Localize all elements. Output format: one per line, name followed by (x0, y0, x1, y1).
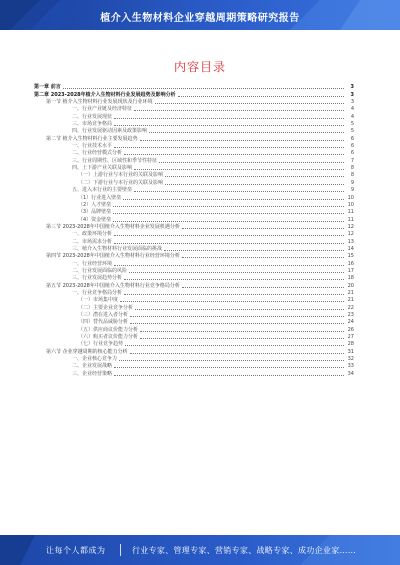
toc-entry-title: 第一节 植介入生物材料行业发展现状及行业环境 (46, 99, 153, 106)
toc-entry-page: 17 (347, 267, 354, 274)
toc-entry-title: 二、行业发展现状 (72, 113, 113, 120)
toc-entry-page: 21 (347, 297, 354, 304)
toc-entry[interactable] (34, 128, 354, 135)
toc-entry[interactable] (34, 216, 354, 223)
toc-entry[interactable] (34, 326, 354, 333)
toc-entry[interactable] (34, 143, 354, 150)
toc-entry[interactable] (34, 297, 354, 304)
toc-entry-title: （二）主要企业竞争分析 (78, 304, 134, 311)
toc-leader-dots (130, 316, 344, 317)
toc-entry-title: 一、企业核心竞争力 (72, 356, 118, 363)
toc-entry[interactable] (34, 304, 354, 311)
toc-entry-title: （4）资金壁垒 (78, 216, 112, 223)
table-of-contents (34, 84, 354, 378)
toc-leader-dots (114, 243, 344, 244)
toc-entry-title: 四、行业发展驱动因素及政策影响 (72, 128, 148, 135)
toc-entry-page: 9 (350, 179, 354, 186)
toc-entry-title: （2）人才壁垒 (78, 201, 112, 208)
footer-slogan-left: 让每个人都成为 (46, 546, 106, 555)
toc-entry-page: 15 (347, 253, 354, 260)
toc-leader-dots (134, 110, 344, 111)
footer-divider (120, 544, 121, 556)
toc-entry-page: 34 (347, 370, 354, 377)
toc-leader-dots (164, 250, 344, 251)
toc-entry[interactable] (34, 334, 354, 341)
toc-entry-title: 三、植介入生物材料行业发展面临的挑战 (72, 245, 163, 252)
toc-entry-title: 四、上下游产业关联及影响 (72, 165, 133, 172)
toc-leader-dots (114, 367, 344, 368)
toc-entry-title: 第二节 植介入生物材料行业主要发展趋势 (46, 135, 138, 142)
toc-leader-dots (134, 191, 344, 192)
toc-entry-title: 三、行业发展趋势分析 (72, 275, 123, 282)
toc-entry-page: 5 (350, 128, 354, 135)
toc-entry-title: 一、行业产业链及经济特征 (72, 106, 133, 113)
toc-leader-dots (114, 118, 344, 119)
toc-entry-page: 24 (347, 319, 354, 326)
toc-leader-dots (114, 147, 344, 148)
toc-entry-title: （五）供应商议价能力分析 (78, 326, 139, 333)
toc-leader-dots (140, 338, 344, 339)
toc-entry-page: 7 (350, 157, 354, 164)
toc-entry-title: 三、行业周期性、区域性和季节性特征 (72, 157, 158, 164)
toc-entry[interactable] (34, 209, 354, 216)
toc-entry-title: 第二章 2023-2028年植介入生物材料行业发展趋势及影响分析 (34, 91, 176, 98)
toc-entry[interactable] (34, 356, 354, 363)
toc-entry-page: 8 (350, 165, 354, 172)
toc-leader-dots (124, 294, 344, 295)
toc-entry[interactable] (34, 172, 354, 179)
toc-entry-title: 第六节 企业穿越周期的核心能力分析 (46, 348, 128, 355)
toc-leader-dots (182, 257, 344, 258)
toc-leader-dots (135, 309, 344, 310)
toc-entry-title: 第一章 前言 (34, 84, 61, 91)
toc-entry-title: 一、行业经营环境 (72, 260, 113, 267)
toc-entry-title: （一）市场集中度 (78, 297, 119, 304)
toc-leader-dots (182, 228, 344, 229)
toc-entry-title: 三、市场竞争格局 (72, 121, 113, 128)
toc-entry[interactable] (34, 179, 354, 186)
toc-leader-dots (125, 345, 344, 346)
toc-leader-dots (113, 213, 344, 214)
toc-entry-page: 33 (347, 363, 354, 370)
toc-entry[interactable] (34, 246, 354, 253)
toc-heading: 内容目录 (173, 60, 226, 74)
toc-entry-page: 8 (350, 172, 354, 179)
toc-entry[interactable] (34, 135, 354, 142)
toc-entry-page: 23 (347, 312, 354, 318)
toc-entry[interactable] (34, 121, 354, 128)
toc-entry[interactable] (34, 194, 354, 201)
toc-entry-page: 12 (347, 231, 354, 238)
toc-entry[interactable] (34, 157, 354, 164)
toc-leader-dots (130, 323, 344, 324)
toc-leader-dots (129, 272, 344, 273)
toc-entry-page: 3 (350, 91, 354, 98)
report-title: 植介入生物材料企业穿越周期策略研究报告 (100, 13, 300, 24)
toc-entry[interactable] (34, 187, 354, 194)
toc-entry-page: 16 (347, 260, 354, 267)
toc-entry[interactable] (34, 238, 354, 245)
toc-entry-title: 一、政策环境分析 (72, 231, 113, 238)
toc-entry-page: 3 (350, 84, 354, 91)
toc-leader-dots (165, 184, 344, 185)
toc-leader-dots (140, 331, 344, 332)
toc-entry-title: （一）上游行业与本行业的关联及影响 (78, 172, 164, 179)
toc-entry-page: 31 (347, 348, 354, 355)
toc-entry-page: 10 (347, 194, 354, 201)
toc-leader-dots (149, 132, 344, 133)
toc-entry[interactable] (34, 363, 354, 370)
toc-entry-page: 26 (347, 326, 354, 333)
toc-entry-page: 18 (347, 275, 354, 282)
toc-leader-dots (124, 154, 344, 155)
toc-leader-dots (113, 206, 344, 207)
toc-entry[interactable] (34, 106, 354, 113)
toc-entry-title: 五、进入本行业的主要壁垒 (72, 187, 133, 194)
toc-entry[interactable] (34, 319, 354, 326)
toc-entry[interactable] (34, 253, 354, 260)
toc-entry[interactable] (34, 312, 354, 319)
toc-leader-dots (124, 279, 344, 280)
toc-entry-page: 11 (347, 209, 354, 216)
toc-entry[interactable] (34, 290, 354, 297)
toc-entry-title: （1）行业进入壁垒 (78, 194, 122, 201)
toc-entry-title: 第五节 2023-2028年中国植介入生物材料行业竞争格局分析 (46, 282, 180, 289)
toc-entry-title: （四）替代品威胁分析 (78, 319, 129, 326)
toc-entry-page: 5 (350, 121, 354, 128)
toc-entry[interactable] (34, 275, 354, 282)
toc-leader-dots (134, 169, 344, 170)
toc-entry[interactable] (34, 224, 354, 231)
toc-entry-page: 21 (347, 289, 354, 296)
toc-entry-page: 32 (347, 356, 354, 363)
toc-leader-dots (155, 103, 344, 104)
toc-entry[interactable] (34, 91, 354, 98)
toc-leader-dots (165, 176, 344, 177)
toc-entry[interactable] (34, 348, 354, 355)
toc-entry-title: （六）购买者议价能力分析 (78, 334, 139, 341)
toc-entry-page: 22 (347, 304, 354, 311)
toc-entry-title: 三、企业经营策略 (72, 370, 113, 377)
toc-entry-page: 6 (350, 135, 354, 142)
toc-entry-page: 11 (347, 216, 354, 223)
toc-entry-title: 二、企业发展战略 (72, 363, 113, 370)
toc-entry-page: 10 (347, 201, 354, 208)
toc-entry-title: （三）潜在进入者分析 (78, 312, 129, 318)
toc-entry-title: （3）品牌壁垒 (78, 209, 112, 216)
toc-leader-dots (120, 301, 344, 302)
toc-entry[interactable] (34, 99, 354, 106)
toc-entry-title: 第四节 2023-2028年中国植介入生物材料行业经营环境分析 (46, 253, 180, 260)
footer-slogan-right: 行业专家、管理专家、营销专家、战略专家、成功企业家…… (132, 546, 357, 555)
toc-entry-title: 二、市场需求分析 (72, 238, 113, 245)
toc-entry[interactable] (34, 231, 354, 238)
toc-entry[interactable] (34, 113, 354, 120)
toc-entry[interactable] (34, 84, 354, 91)
toc-leader-dots (178, 96, 344, 97)
toc-leader-dots (119, 360, 344, 361)
toc-entry[interactable] (34, 341, 354, 348)
toc-leader-dots (114, 125, 344, 126)
toc-leader-dots (63, 88, 344, 89)
toc-leader-dots (130, 353, 344, 354)
toc-entry-page: 6 (350, 150, 354, 157)
toc-leader-dots (182, 287, 344, 288)
toc-entry-title: （七）行业竞争趋势 (78, 341, 124, 348)
toc-leader-dots (159, 162, 344, 163)
toc-entry-page: 9 (350, 187, 354, 194)
toc-entry-page: 4 (350, 113, 354, 120)
toc-leader-dots (113, 221, 344, 222)
toc-entry[interactable] (34, 370, 354, 377)
toc-entry-title: 二、行业发展面临的风险 (72, 267, 128, 274)
toc-entry-page: 4 (350, 106, 354, 113)
toc-entry[interactable] (34, 150, 354, 157)
toc-leader-dots (114, 265, 344, 266)
toc-entry-title: 一、行业竞争格局分析 (72, 289, 123, 296)
toc-entry-page: 28 (347, 341, 354, 348)
toc-entry-page: 13 (347, 238, 354, 245)
footer-banner (0, 535, 400, 565)
toc-entry-page: 14 (347, 245, 354, 252)
toc-entry-title: 第三节 2023-2028年中国植介入生物材料企业发展机遇分析 (46, 223, 180, 230)
toc-entry-title: （二）下游行业与本行业的关联及影响 (78, 179, 164, 186)
toc-entry-page: 20 (347, 282, 354, 289)
toc-leader-dots (140, 140, 344, 141)
header-banner (0, 0, 400, 30)
toc-entry-page: 27 (347, 334, 354, 341)
toc-entry-page: 12 (347, 223, 354, 230)
toc-entry[interactable] (34, 202, 354, 209)
toc-entry-title: 二、行业经营模式分析 (72, 150, 123, 157)
toc-entry[interactable] (34, 282, 354, 289)
toc-entry-title: 一、行业技术水平 (72, 143, 113, 150)
toc-entry-page: 3 (350, 99, 354, 106)
toc-leader-dots (123, 199, 344, 200)
toc-leader-dots (114, 375, 344, 376)
toc-entry-page: 6 (350, 143, 354, 150)
toc-entry[interactable] (34, 260, 354, 267)
toc-entry[interactable] (34, 268, 354, 275)
toc-leader-dots (114, 235, 344, 236)
